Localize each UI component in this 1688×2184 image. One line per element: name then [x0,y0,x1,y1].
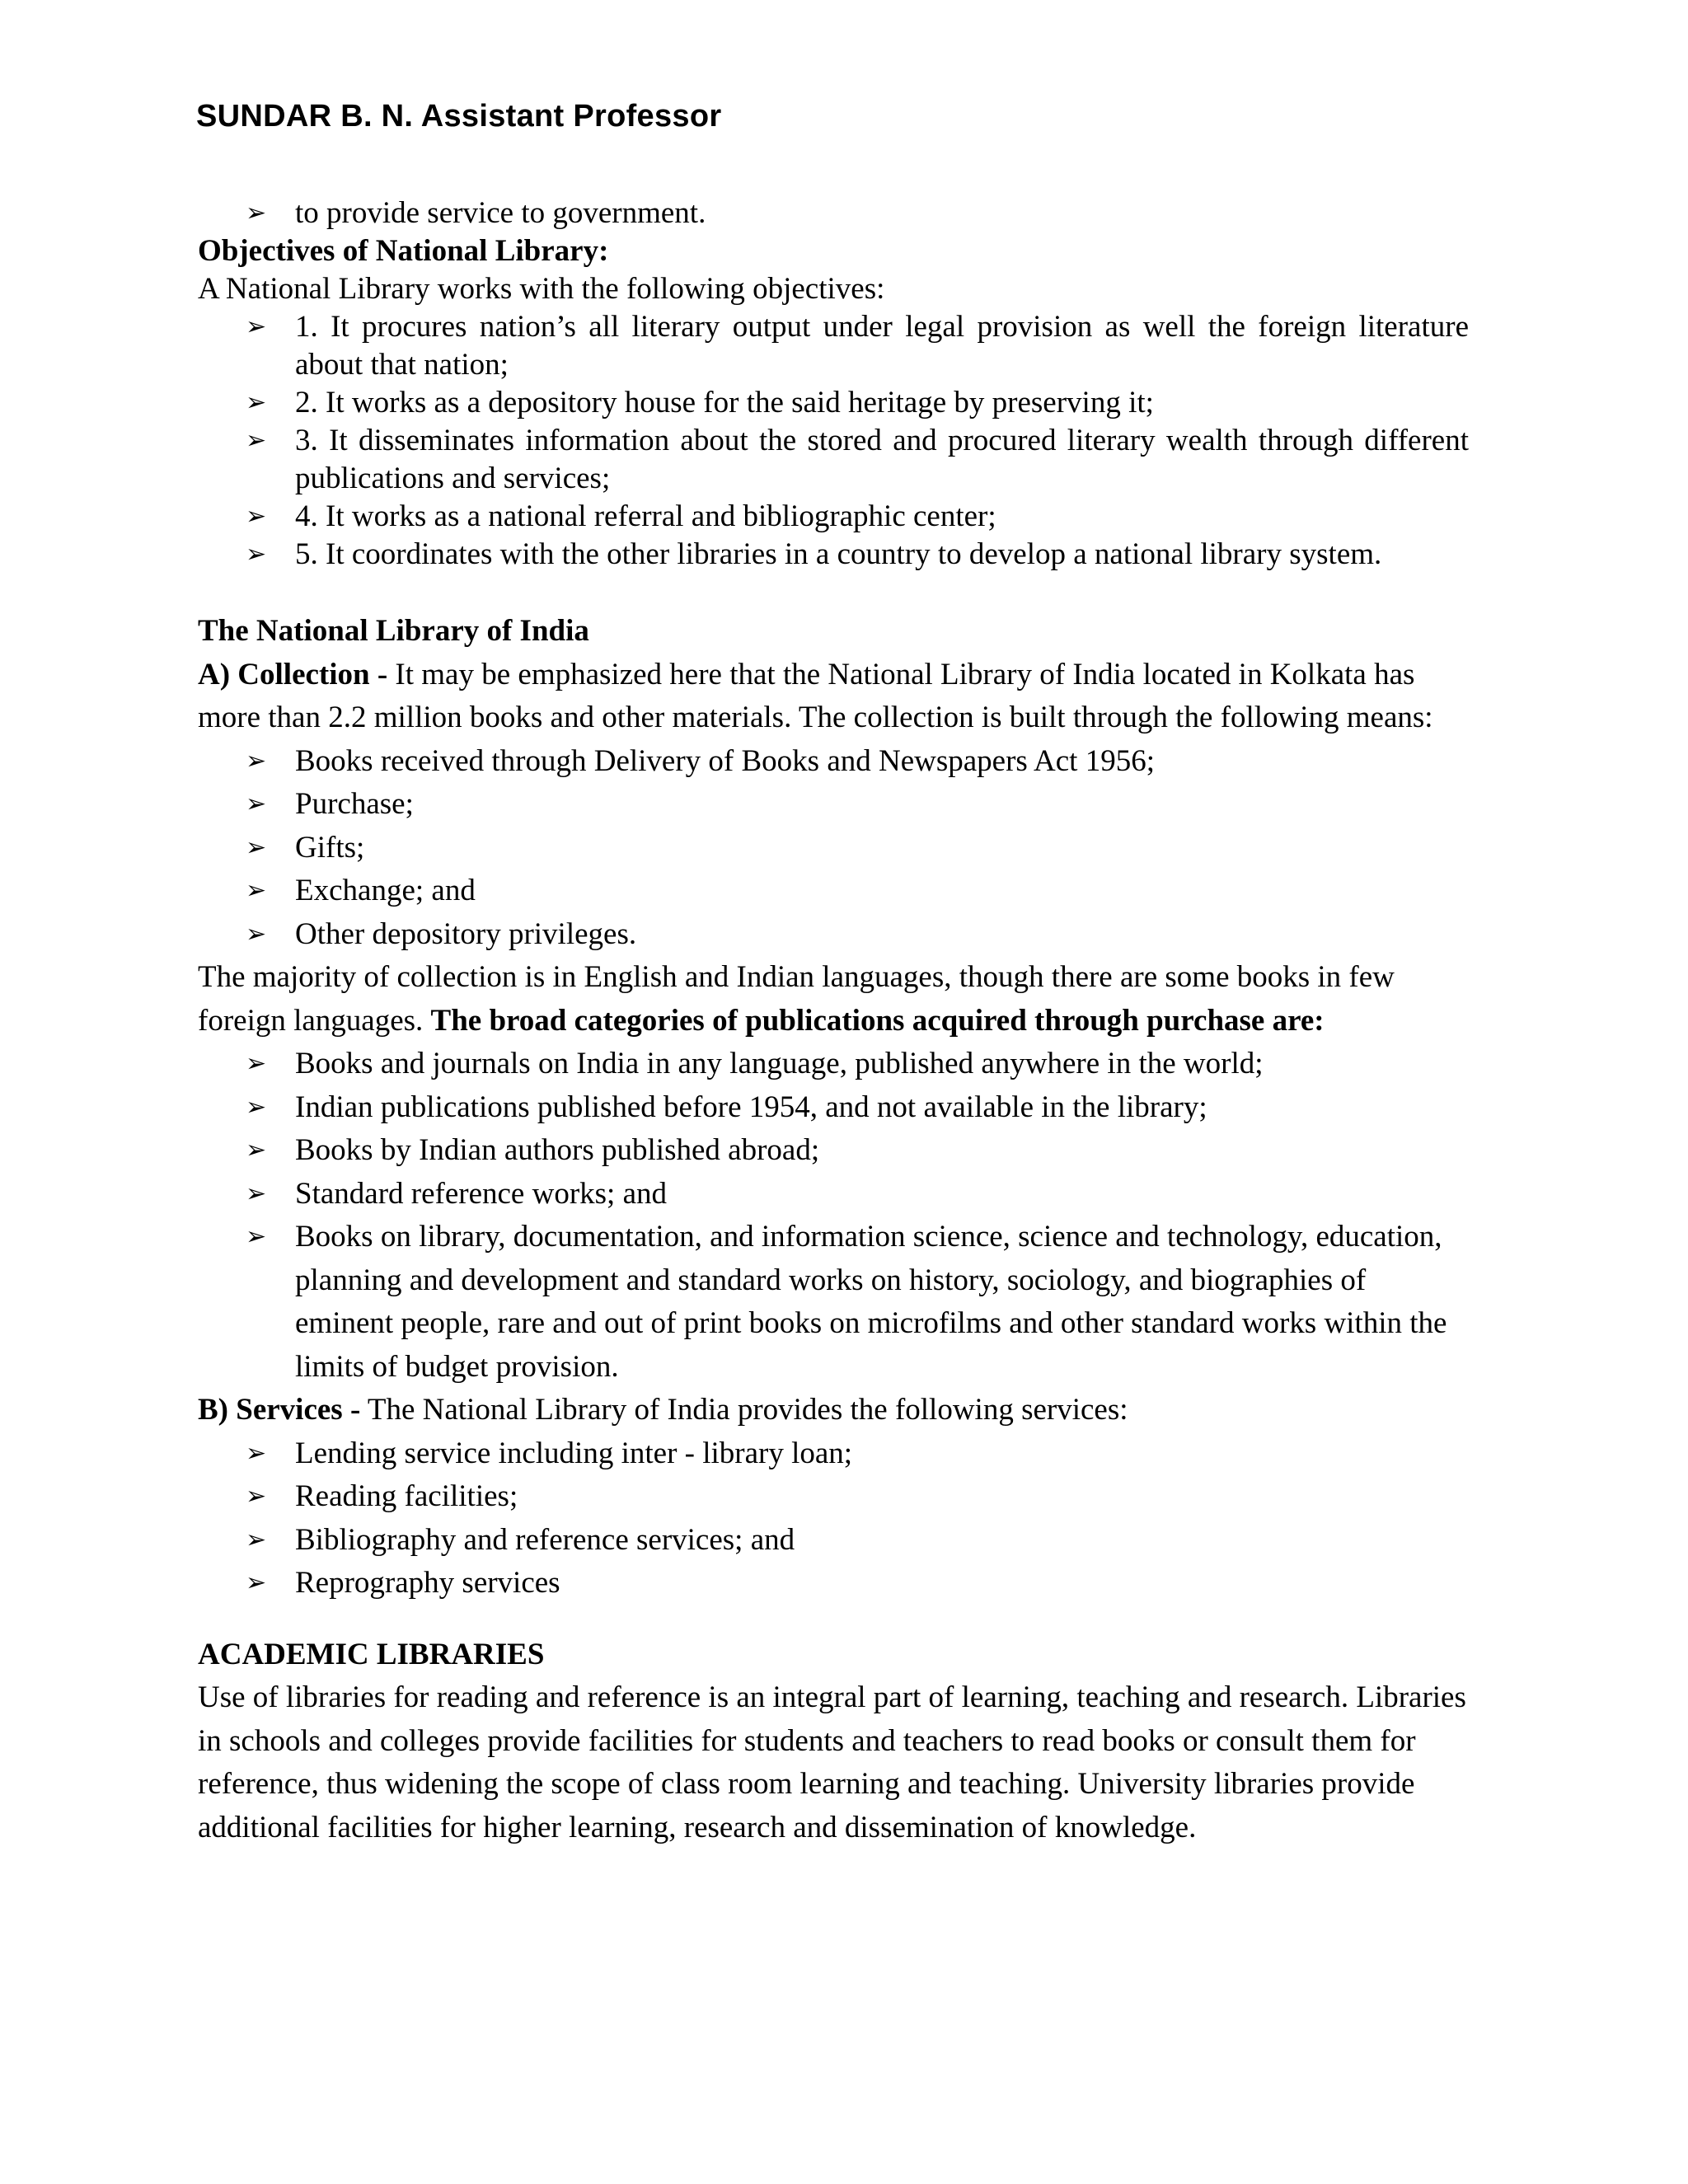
intro-list [198,194,1469,232]
list-item: ➢ Reading facilities; [198,1475,1469,1519]
arrow-bullet-icon: ➢ [246,876,267,905]
arrow-bullet-icon: ➢ [246,426,267,455]
list-item: ➢ 2. It works as a depository house for the said heritage by preserving it; [198,384,1469,422]
arrow-bullet-icon: ➢ [246,919,267,949]
arrow-bullet-icon: ➢ [246,746,267,776]
list-item: ➢ 5. It coordinates with the other libraries in a country to develop a national library system. [198,536,1469,574]
arrow-bullet-icon: ➢ [246,1179,267,1208]
page-header: SUNDAR B. N. Assistant Professor [196,99,722,134]
majority-paragraph: The majority of collection is in English and Indian languages, though there are some books in few foreign languages. The broad categories of publications acquired through purchase are: [198,960,1395,1038]
arrow-bullet-icon: ➢ [246,832,267,862]
list-item: ➢ 1. It procures nation’s all literary output under legal provision as well the foreign literature about that nation; [246,310,1469,382]
arrow-bullet-icon: ➢ [246,1438,267,1468]
list-item: ➢ Books on library, documentation, and information science, science and technology, education, planning and development and standard works on history, sociology, and biographies of eminent people, rare and out of print books on microfilms and other standard works within the limits of budget provision. [198,1216,1469,1389]
list-item: ➢ Exchange; and [198,869,1469,913]
nli-section [198,610,1469,1605]
list-item: ➢ Books received through Delivery of Books and Newspapers Act 1956; [198,740,1469,784]
nli-heading: The National Library of India [198,614,589,648]
academic-paragraph: Use of libraries for reading and reference is an integral part of learning, teaching and research. Libraries in schools and colleges provide facilities for students and teachers to read books or consult them for reference, thus widening the scope of class room learning and teaching. University libraries provide additional facilities for higher learning, research and dissemination of knowledge. [198,1680,1466,1844]
objectives-section [198,194,1469,574]
arrow-bullet-icon: ➢ [246,312,267,341]
services-list [198,1432,1469,1605]
academic-section [198,1633,1469,1850]
list-item: ➢ Gifts; [198,827,1469,870]
arrow-bullet-icon: ➢ [246,502,267,531]
list-item: ➢ Books by Indian authors published abroad; [198,1129,1469,1173]
spacer [198,574,1469,610]
list-item: ➢ to provide service to government. [198,194,1469,232]
objectives-lead: A National Library works with the following objectives: [198,272,885,306]
arrow-bullet-icon: ➢ [246,1525,267,1554]
arrow-bullet-icon: ➢ [246,1136,267,1165]
services-paragraph: B) Services - The National Library of India provides the following services: [198,1393,1128,1427]
list-item: ➢ Indian publications published before 1954, and not available in the library; [198,1086,1469,1130]
list-item: ➢ Standard reference works; and [198,1173,1469,1216]
collection-paragraph: A) Collection - It may be emphasized here that the National Library of India located in Kolkata has more than 2.2 million books and other materials. The collection is built through the following means: [198,657,1433,734]
spacer [198,1605,1469,1633]
categories-list [198,1043,1469,1389]
list-item: ➢ 4. It works as a national referral and bibliographic center; [198,498,1469,536]
arrow-bullet-icon: ➢ [246,1092,267,1122]
means-list [198,740,1469,957]
arrow-bullet-icon: ➢ [246,388,267,417]
arrow-bullet-icon: ➢ [246,1222,267,1251]
list-item: ➢ 3. It disseminates information about the stored and procured literary wealth through different publications and services; [246,424,1469,495]
list-item: ➢ Lending service including inter - library loan; [198,1432,1469,1476]
academic-heading: ACADEMIC LIBRARIES [198,1637,545,1671]
arrow-bullet-icon: ➢ [246,1568,267,1597]
arrow-bullet-icon: ➢ [246,790,267,818]
list-item: ➢ Reprography services [198,1562,1469,1605]
list-item: ➢ Purchase; [198,783,1469,827]
list-item: ➢ Other depository privileges. [198,913,1469,957]
arrow-bullet-icon: ➢ [246,1482,267,1511]
arrow-bullet-icon: ➢ [246,540,267,569]
list-item: ➢ Books and journals on India in any language, published anywhere in the world; [198,1043,1469,1086]
arrow-bullet-icon: ➢ [246,1049,267,1078]
document-body [198,194,1469,1849]
objectives-list [198,308,1469,574]
arrow-bullet-icon: ➢ [246,199,267,227]
list-item: ➢ Bibliography and reference services; and [198,1519,1469,1563]
objectives-heading: Objectives of National Library: [198,234,609,268]
